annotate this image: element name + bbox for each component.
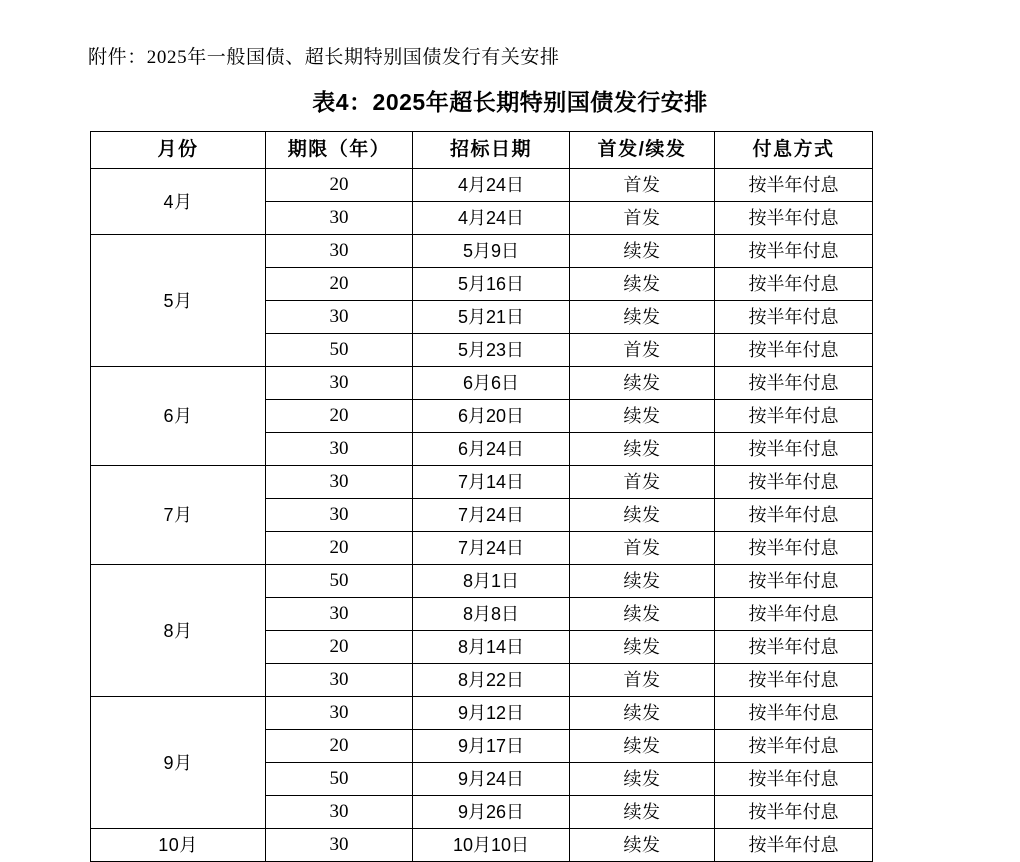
term-cell: 20 [266, 532, 413, 565]
auction-date-cell: 7月14日 [413, 466, 570, 499]
issue-type-cell: 首发 [570, 532, 715, 565]
term-cell: 30 [266, 697, 413, 730]
issue-type-cell: 首发 [570, 169, 715, 202]
issue-type-cell: 续发 [570, 499, 715, 532]
interest-payment-cell: 按半年付息 [715, 400, 873, 433]
issue-type-cell: 首发 [570, 466, 715, 499]
interest-payment-cell: 按半年付息 [715, 532, 873, 565]
issue-type-cell: 续发 [570, 829, 715, 862]
issue-type-cell: 续发 [570, 433, 715, 466]
term-cell: 20 [266, 169, 413, 202]
auction-date-cell: 6月20日 [413, 400, 570, 433]
issue-type-cell: 首发 [570, 334, 715, 367]
term-cell: 30 [266, 664, 413, 697]
interest-payment-cell: 按半年付息 [715, 697, 873, 730]
term-cell: 50 [266, 334, 413, 367]
table-row [91, 367, 873, 400]
interest-payment-cell: 按半年付息 [715, 631, 873, 664]
auction-date-cell: 8月14日 [413, 631, 570, 664]
auction-date-cell: 8月22日 [413, 664, 570, 697]
auction-date-cell: 6月24日 [413, 433, 570, 466]
page-title: 表4：2025年超长期特别国债发行安排 [312, 89, 708, 115]
column-header-date: 招标日期 [413, 132, 570, 169]
table-body [91, 169, 873, 862]
interest-payment-cell: 按半年付息 [715, 499, 873, 532]
term-cell: 50 [266, 565, 413, 598]
table-row [91, 565, 873, 598]
auction-date-cell: 9月24日 [413, 763, 570, 796]
table-row [91, 466, 873, 499]
issue-type-cell: 续发 [570, 631, 715, 664]
interest-payment-cell: 按半年付息 [715, 433, 873, 466]
issue-type-cell: 首发 [570, 664, 715, 697]
bond-issuance-table [90, 131, 873, 862]
term-cell: 30 [266, 829, 413, 862]
table-row [91, 235, 873, 268]
term-cell: 30 [266, 367, 413, 400]
table-row [91, 829, 873, 862]
auction-date-cell: 6月6日 [413, 367, 570, 400]
issue-type-cell: 续发 [570, 730, 715, 763]
term-cell: 20 [266, 400, 413, 433]
term-cell: 30 [266, 202, 413, 235]
interest-payment-cell: 按半年付息 [715, 796, 873, 829]
interest-payment-cell: 按半年付息 [715, 169, 873, 202]
interest-payment-cell: 按半年付息 [715, 235, 873, 268]
interest-payment-cell: 按半年付息 [715, 664, 873, 697]
term-cell: 30 [266, 433, 413, 466]
issue-type-cell: 续发 [570, 367, 715, 400]
table-row [91, 169, 873, 202]
month-cell: 5月 [91, 235, 266, 367]
column-header-issue: 首发/续发 [570, 132, 715, 169]
month-cell: 4月 [91, 169, 266, 235]
auction-date-cell: 10月10日 [413, 829, 570, 862]
auction-date-cell: 8月1日 [413, 565, 570, 598]
attachment-line: 附件：2025年一般国债、超长期特别国债发行有关安排 [88, 47, 560, 68]
interest-payment-cell: 按半年付息 [715, 730, 873, 763]
auction-date-cell: 7月24日 [413, 532, 570, 565]
issue-type-cell: 续发 [570, 235, 715, 268]
auction-date-cell: 5月21日 [413, 301, 570, 334]
term-cell: 30 [266, 235, 413, 268]
column-header-pay: 付息方式 [715, 132, 873, 169]
term-cell: 20 [266, 730, 413, 763]
auction-date-cell: 5月23日 [413, 334, 570, 367]
issue-type-cell: 首发 [570, 202, 715, 235]
term-cell: 30 [266, 499, 413, 532]
issue-type-cell: 续发 [570, 301, 715, 334]
auction-date-cell: 9月26日 [413, 796, 570, 829]
month-cell: 8月 [91, 565, 266, 697]
term-cell: 30 [266, 598, 413, 631]
issue-type-cell: 续发 [570, 697, 715, 730]
auction-date-cell: 9月17日 [413, 730, 570, 763]
interest-payment-cell: 按半年付息 [715, 334, 873, 367]
auction-date-cell: 4月24日 [413, 169, 570, 202]
term-cell: 20 [266, 268, 413, 301]
auction-date-cell: 8月8日 [413, 598, 570, 631]
term-cell: 30 [266, 466, 413, 499]
term-cell: 30 [266, 796, 413, 829]
column-header-month: 月份 [91, 132, 266, 169]
month-cell: 7月 [91, 466, 266, 565]
auction-date-cell: 7月24日 [413, 499, 570, 532]
term-cell: 50 [266, 763, 413, 796]
term-cell: 30 [266, 301, 413, 334]
interest-payment-cell: 按半年付息 [715, 301, 873, 334]
table-header-row [91, 132, 873, 169]
month-cell: 6月 [91, 367, 266, 466]
auction-date-cell: 9月12日 [413, 697, 570, 730]
interest-payment-cell: 按半年付息 [715, 202, 873, 235]
table-container [90, 131, 872, 862]
issue-type-cell: 续发 [570, 565, 715, 598]
interest-payment-cell: 按半年付息 [715, 367, 873, 400]
issue-type-cell: 续发 [570, 598, 715, 631]
month-cell: 10月 [91, 829, 266, 862]
auction-date-cell: 4月24日 [413, 202, 570, 235]
interest-payment-cell: 按半年付息 [715, 268, 873, 301]
table-row [91, 697, 873, 730]
auction-date-cell: 5月9日 [413, 235, 570, 268]
auction-date-cell: 5月16日 [413, 268, 570, 301]
column-header-term: 期限（年） [266, 132, 413, 169]
issue-type-cell: 续发 [570, 763, 715, 796]
issue-type-cell: 续发 [570, 400, 715, 433]
interest-payment-cell: 按半年付息 [715, 598, 873, 631]
issue-type-cell: 续发 [570, 796, 715, 829]
term-cell: 20 [266, 631, 413, 664]
interest-payment-cell: 按半年付息 [715, 565, 873, 598]
issue-type-cell: 续发 [570, 268, 715, 301]
interest-payment-cell: 按半年付息 [715, 829, 873, 862]
interest-payment-cell: 按半年付息 [715, 763, 873, 796]
month-cell: 9月 [91, 697, 266, 829]
interest-payment-cell: 按半年付息 [715, 466, 873, 499]
